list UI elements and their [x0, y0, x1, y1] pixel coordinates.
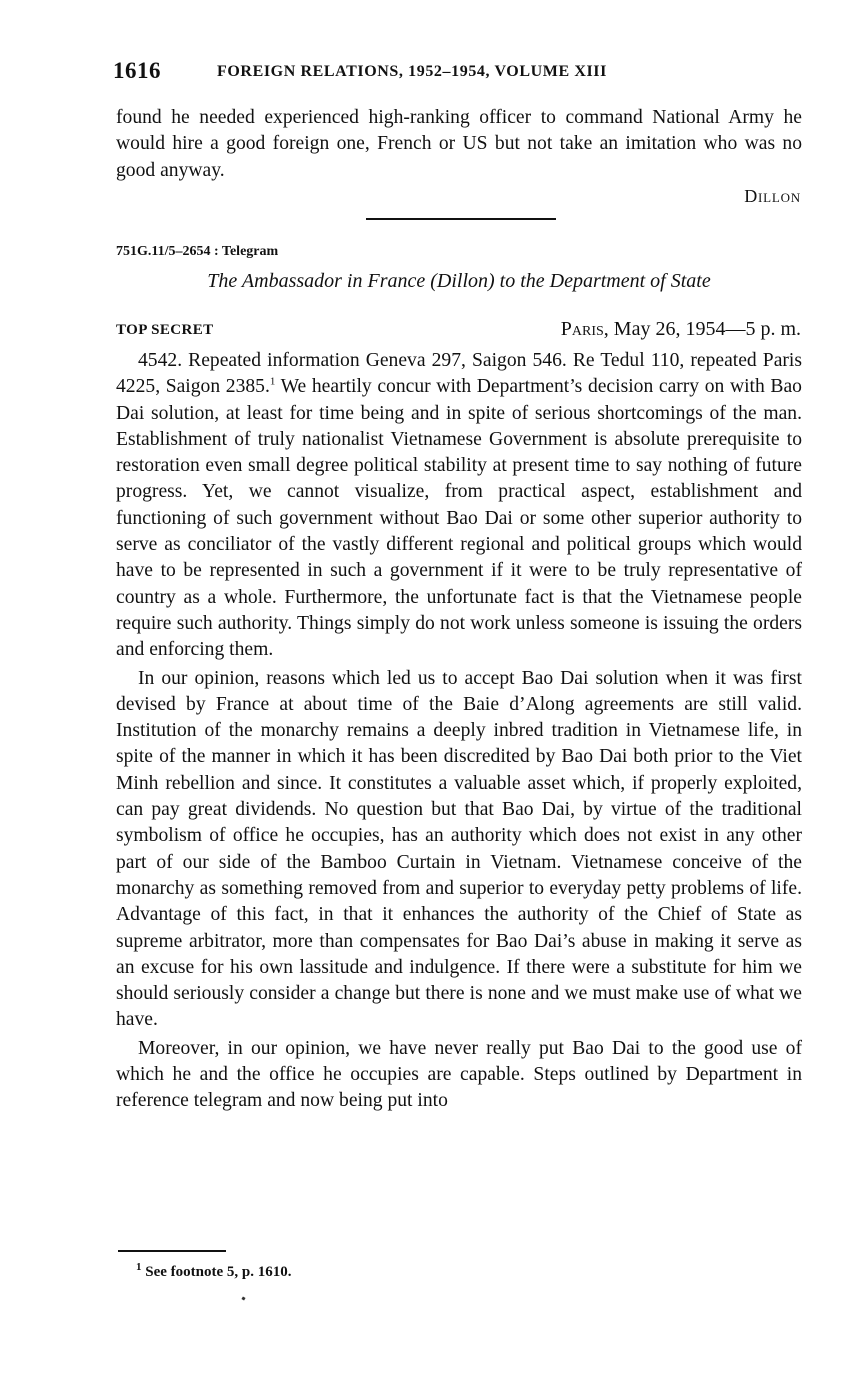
dateline-place: Paris [560, 318, 604, 340]
telegram-body [116, 348, 802, 1115]
continuation-block [116, 105, 802, 184]
telegram-paragraph-1 [116, 348, 802, 664]
footnote [136, 1261, 292, 1281]
footnote-divider [118, 1250, 226, 1252]
dateline-date: , May 26, 1954—5 p. m. [603, 318, 801, 340]
footnote-text: See footnote 5, p. 1610. [141, 1264, 292, 1280]
signature: Dillon [744, 186, 801, 206]
page-number: 1616 [113, 58, 161, 83]
file-reference: 751G.11/5–2654 : Telegram [116, 244, 279, 259]
telegram-paragraph-3: Moreover, in our opinion, we have never really put Bao Dai to the good use of which he and the office he occupies are capable. Steps outlined by Department in reference telegram and now being put into [116, 1037, 802, 1112]
running-head: FOREIGN RELATIONS, 1952–1954, VOLUME XIII [217, 63, 607, 80]
classification-label: TOP SECRET [116, 322, 214, 338]
section-divider [366, 218, 556, 220]
document-title: The Ambassador in France (Dillon) to the Department of State [207, 270, 711, 292]
dateline [561, 318, 801, 341]
paragraph-1-text-b: We heartily concur with Department’s decision carry on with Bao Dai solution, at least for time being and in spite of serious shortcomings of the man. Establishment of truly nationalist Vietnamese Government is absolute prerequisite to restoration even small degree political stability at present time to say nothing of future progress. Yet, we cannot visualize, from practical aspect, establishment and functioning of such government without Bao Dai or some other superior authority to serve as conciliator of the vastly different regional and political groups which would have to be represented in such a government if it were to be truly representative of country as a whole. Furthermore, the unfortunate fact is that the Vietnamese people require such authority. Things simply do not work unless someone is issuing the orders and enforcing them. [116, 376, 802, 661]
telegram-paragraph-2: In our opinion, reasons which led us to accept Bao Dai solution when it was first devised by France at about time of the Baie d’Along agreements are still valid. Institution of the monarchy remains a deeply inbred tradition in Vietnamese life, in spite of the manner in which it has been discredited by Bao Dai both prior to the Viet Minh rebellion and since. It constitutes a valuable asset which, if properly exploited, can pay great dividends. No question but that Bao Dai, by virtue of the traditional symbolism of office he occupies, has an authority which does not exist in any other part of our side of the Bamboo Curtain in Vietnam. Vietnamese conceive of the monarchy as something removed from and superior to everyday petty problems of life. Advantage of this fact, in that it enhances the authority of the Chief of State as supreme arbitrator, more than compensates for Bao Dai’s abuse in making it serve as an excuse for his own lassitude and indulgence. If there were a substitute for him we should seriously consider a change but there is none and we must make use of what we have. [116, 667, 802, 1031]
paragraph-1-text-a: 4542. Repeated information Geneva 297, Saigon 546. Re Tedul 110, repeated Paris 4225, Saigon 2385. [116, 350, 802, 398]
continuation-paragraph: found he needed experienced high-ranking officer to command National Army he would hire a good foreign one, French or US but not take an imitation who was no good anyway. [116, 107, 802, 181]
print-speck [241, 1296, 245, 1300]
footnote-marker: 1 [136, 1261, 142, 1273]
footnote-reference: 1 [269, 375, 276, 388]
page-header [113, 58, 803, 88]
